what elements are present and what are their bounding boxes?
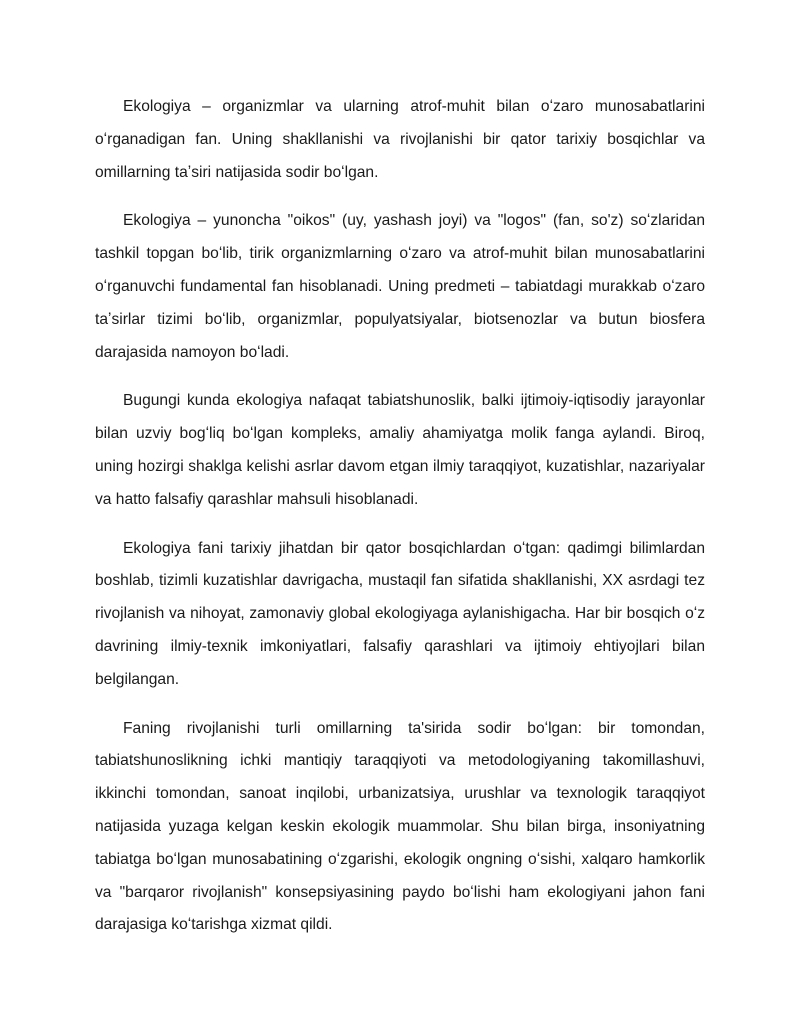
paragraph-2: Ekologiya – yunoncha "oikos" (uy, yashash joyi) va "logos" (fan, so'z) soʻzlaridan tashkil topgan boʻlib, tirik organizmlarning oʻzaro va atrof-muhit bilan munosabatlarini oʻrganuvchi fundamental fan hisoblanadi. Uning predmeti – tabiatdagi murakkab oʻzaro taʼsirlar tizimi boʻlib, organizmlar, populyatsiyalar, biotsenozlar va butun biosfera darajasida namoyon boʻladi. xyxy=(95,212,705,361)
paragraph-4: Ekologiya fani tarixiy jihatdan bir qator bosqichlardan oʻtgan: qadimgi bilimlardan boshlab, tizimli kuzatishlar davrigacha, mustaqil fan sifatida shakllanishi, XX asrdagi tez rivojlanish va nihoyat, zamonaviy global ekologiyaga aylanishigacha. Har bir bosqich oʻz davrining ilmiy-texnik imkoniyatlari, falsafiy qarashlari va ijtimoiy ehtiyojlari bilan belgilangan. xyxy=(95,539,705,688)
document-page xyxy=(95,91,705,958)
paragraph-5: Faning rivojlanishi turli omillarning ta'sirida sodir boʻlgan: bir tomondan, tabiatshunoslikning ichki mantiqiy taraqqiyoti va metodologiyaning takomillashuvi, ikkinchi tomondan, sanoat inqilobi, urbanizatsiya, urushlar va texnologik taraqqiyot natijasida yuzaga kelgan keskin ekologik muammolar. Shu bilan birga, insoniyatning tabiatga boʻlgan munosabatining oʻzgarishi, ekologik ongning oʻsishi, xalqaro hamkorlik va "barqaror rivojlanish" konsepsiyasining paydo boʻlishi ham ekologiyani jahon fani darajasiga koʻtarishga xizmat qildi. xyxy=(95,719,705,934)
paragraph-1: Ekologiya – organizmlar va ularning atrof-muhit bilan oʻzaro munosabatlarini oʻrganadigan fan. Uning shakllanishi va rivojlanishi bir qator tarixiy bosqichlar va omillarning taʼsiri natijasida sodir boʻlgan. xyxy=(95,98,705,181)
paragraph-3: Bugungi kunda ekologiya nafaqat tabiatshunoslik, balki ijtimoiy-iqtisodiy jarayonlar bilan uzviy bogʻliq boʻlgan kompleks, amaliy ahamiyatga molik fanga aylandi. Biroq, uning hozirgi shaklga kelishi asrlar davom etgan ilmiy taraqqiyot, kuzatishlar, nazariyalar va hatto falsafiy qarashlar mahsuli hisoblanadi. xyxy=(95,392,705,508)
